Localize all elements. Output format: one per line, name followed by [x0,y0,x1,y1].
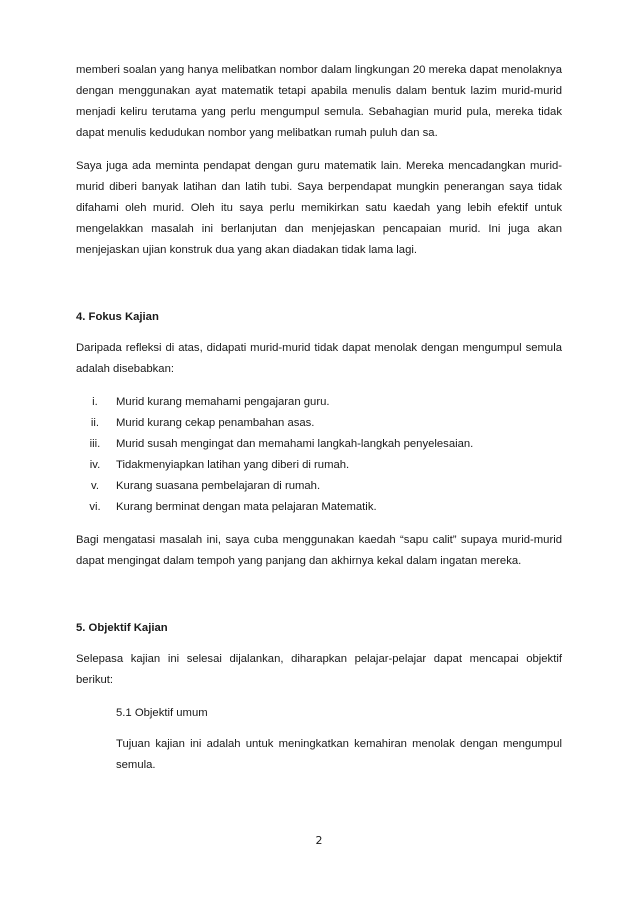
intro-paragraph-2: Saya juga ada meminta pendapat dengan guru matematik lain. Mereka mencadangkan murid-murid diberi banyak latihan dan latih tubi. Saya berpendapat mungkin penerangan saya tidak difahami oleh murid. Oleh itu saya perlu memikirkan satu kaedah yang lebih efektif untuk mengelakkan masalah ini berlanjutan dan menjejaskan pencapaian murid. Ini juga akan menjejaskan ujian konstruk dua yang akan diadakan tidak lama lagi. [76,160,562,256]
reasons-list [76,392,562,518]
page-number: 2 [315,834,323,847]
document-page [76,60,562,786]
list-item [76,476,562,497]
list-item-text: Tidakmenyiapkan latihan yang diberi di rumah. [116,459,350,471]
section-5-lead: Selepasa kajian ini selesai dijalankan, diharapkan pelajar-pelajar dapat mencapai objektif berikut: [76,653,562,686]
section-spacer [76,584,562,618]
list-item-number: v. [91,480,99,492]
list-item [76,455,562,476]
section-4-heading: 4. Fokus Kajian [76,311,159,323]
list-item-number: ii. [90,417,100,429]
section-4-closing: Bagi mengatasi masalah ini, saya cuba menggunakan kaedah “sapu calit” supaya murid-murid dapat mengingat dalam tempoh yang panjang dan akhirnya kekal dalam ingatan mereka. [76,534,562,567]
subsection-heading: 5.1 Objektif umum [116,707,208,719]
list-item-text: Murid kurang cekap penambahan asas. [116,417,315,429]
list-item [76,392,562,413]
list-item-text: Kurang suasana pembelajaran di rumah. [116,480,321,492]
list-item-number: iv. [89,459,101,471]
subsection-5-1 [76,703,562,776]
list-item [76,413,562,434]
list-item-number: iii. [89,438,101,450]
section-5-heading: 5. Objektif Kajian [76,622,168,634]
list-item [76,497,562,518]
section-4-lead: Daripada refleksi di atas, didapati murid-murid tidak dapat menolak dengan mengumpul semula adalah disebabkan: [76,342,562,375]
list-item-number: vi. [89,501,101,513]
list-item-text: Kurang berminat dengan mata pelajaran Matematik. [116,501,377,513]
list-item [76,434,562,455]
list-item-text: Murid susah mengingat dan memahami langkah-langkah penyelesaian. [116,438,474,450]
list-item-number: i. [92,396,98,408]
section-spacer [76,273,562,307]
intro-paragraph-1: memberi soalan yang hanya melibatkan nombor dalam lingkungan 20 mereka dapat menolaknya dengan menggunakan ayat matematik tetapi apabila menulis dalam bentuk lazim murid-murid menjadi keliru terutama yang perlu mengumpul semula. Sebahagian murid pula, mereka tidak dapat menulis kedudukan nombor yang melibatkan rumah puluh dan sa. [76,64,562,139]
subsection-text: Tujuan kajian ini adalah untuk meningkatkan kemahiran menolak dengan mengumpul semula. [116,738,562,771]
list-item-text: Murid kurang memahami pengajaran guru. [116,396,330,408]
